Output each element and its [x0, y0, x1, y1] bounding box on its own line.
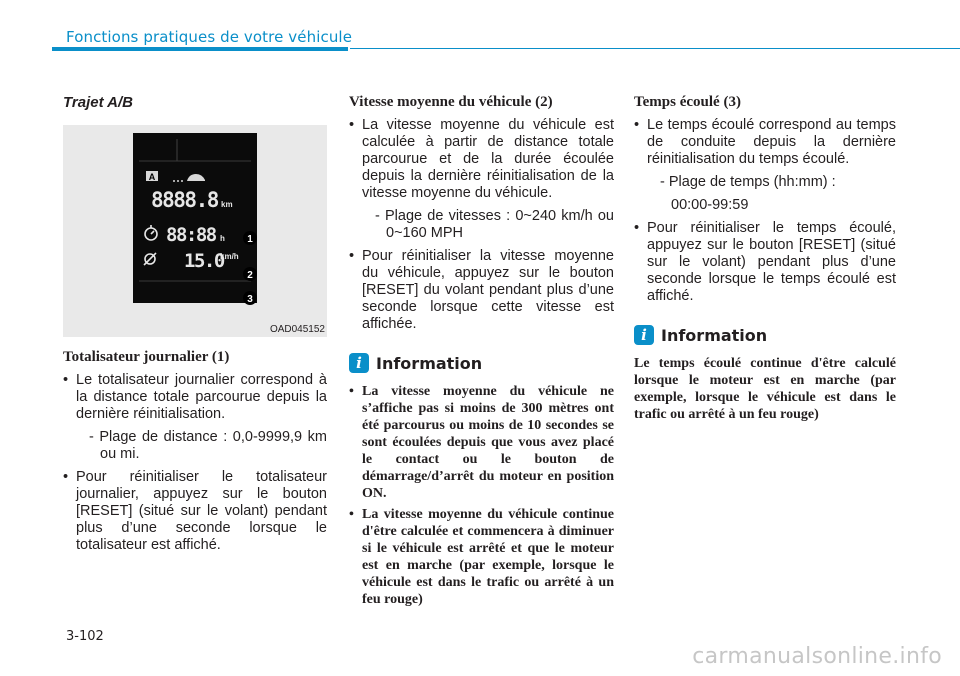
range-note: - Plage de vitesses : 0~240 km/h ou 0~160 MPH	[375, 208, 614, 241]
odometer-value: 8888.8	[151, 188, 218, 212]
column-temps-ecoule	[634, 90, 896, 423]
callout-layer	[63, 125, 327, 337]
list-item: • Le totalisateur journalier correspond à la distance totale parcourue depuis la dernière réinitialisation.	[63, 372, 327, 423]
info-list-item: • La vitesse moyenne du véhicule ne s’affiche pas si moins de 300 mètres ont été parcourus ou moins de 10 secondes se sont écoulées depuis que vous avez placé le contact ou le bouton de démarrage/d’arrêt du moteur en position ON.	[349, 383, 614, 502]
info-icon: i	[349, 353, 369, 373]
header-accent-bar	[52, 47, 348, 51]
time-unit: h	[220, 234, 225, 243]
range-note: - Plage de temps (hh:mm) :	[660, 174, 836, 190]
list-item: • Pour réinitialiser la vitesse moyenne du véhicule, appuyez sur le bouton [RESET] du volant pendant plus d’une seconde lorsque cette vitesse est affichée.	[349, 248, 614, 333]
info-icon: i	[634, 325, 654, 345]
cluster-figure	[63, 125, 327, 337]
page-header-title: Fonctions pratiques de votre véhicule	[66, 28, 353, 46]
speed-unit: km/h	[220, 252, 239, 261]
header-rule	[350, 48, 960, 49]
callout-2	[243, 267, 257, 281]
section-heading-trajet: Trajet A/B	[63, 94, 134, 111]
info-list-item: • La vitesse moyenne du véhicule continue d'être calculée et commencera à diminuer si le véhicule est arrêté et que le moteur est en marche (par exemple, lorsque le véhicule est dans le trafic ou arrêté à un feu rouge)	[349, 506, 614, 608]
info-title: Information	[661, 325, 768, 345]
list-item: • Pour réinitialiser le totalisateur journalier, appuyez sur le bouton [RESET] (situé sur le volant) pendant plus d’une seconde lorsque le totalisateur est affiché.	[63, 469, 327, 554]
page-number: 3-102	[66, 629, 104, 644]
section-heading-vitesse: Vitesse moyenne du véhicule (2)	[349, 94, 553, 110]
callout-1	[243, 231, 257, 245]
list-item: • Pour réinitialiser le temps écoulé, appuyez sur le bouton [RESET] (situé sur le volant) pendant plus d’une seconde lorsque le temps écoulé est affiché.	[634, 220, 896, 305]
info-box-header	[634, 325, 896, 345]
svg-text:2: 2	[247, 270, 253, 281]
section-heading-temps: Temps écoulé (3)	[634, 94, 741, 110]
info-title: Information	[376, 353, 483, 373]
column-trajet	[63, 90, 327, 560]
list-item: • Le temps écoulé correspond au temps de conduite depuis la dernière réinitialisation du temps écoulé.	[634, 117, 896, 168]
callout-3	[243, 291, 257, 305]
odometer-unit: km	[221, 200, 233, 209]
svg-text:1: 1	[247, 234, 253, 245]
mode-label: A	[148, 172, 156, 182]
speed-value: 15.0	[184, 250, 224, 272]
time-value: 88:88	[166, 224, 216, 246]
svg-text:3: 3	[247, 294, 253, 305]
info-box-header	[349, 353, 614, 373]
watermark: carmanualsonline.info	[692, 644, 942, 669]
figure-caption: OAD045152	[269, 324, 325, 335]
column-vitesse-moyenne	[349, 90, 614, 612]
list-item: • La vitesse moyenne du véhicule est calculée à partir de distance totale parcourue et de la durée écoulée depuis la dernière réinitialisation de la vitesse moyenne du véhicule.	[349, 117, 614, 202]
info-text: Le temps écoulé continue d'être calculé lorsque le moteur est en marche (par exemple, lorsque le véhicule est dans le trafic ou arrêté à un feu rouge)	[634, 356, 896, 422]
subsection-heading-totalisateur: Totalisateur journalier (1)	[63, 349, 230, 365]
range-value: 00:00-99:59	[671, 197, 749, 213]
range-note: - Plage de distance : 0,0-9999,9 km ou mi.	[89, 429, 327, 462]
